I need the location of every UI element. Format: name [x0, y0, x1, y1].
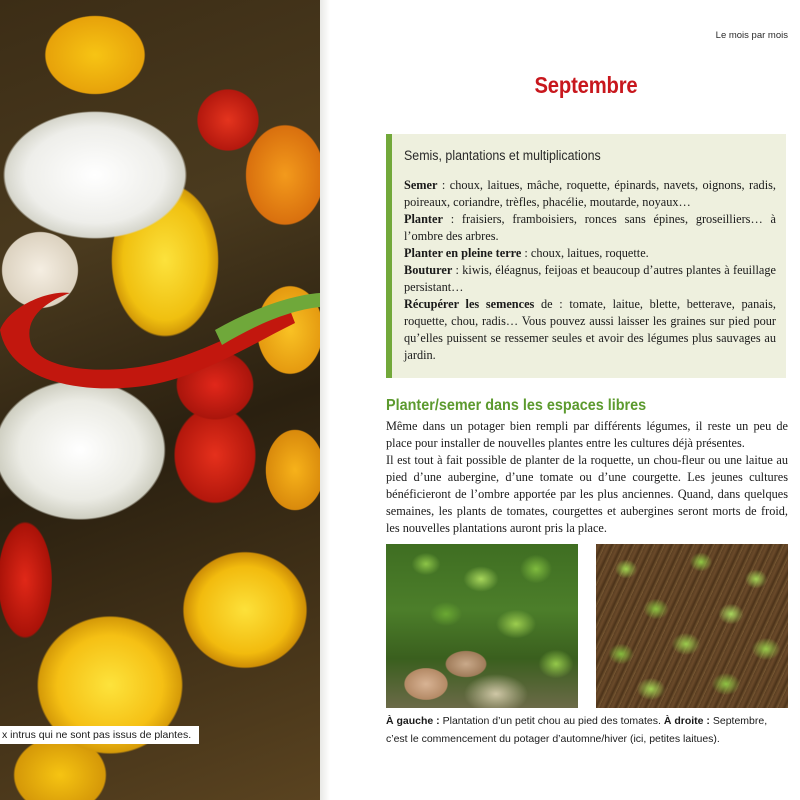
cabbage-planting-photo [386, 544, 578, 708]
page-title: Septembre [534, 72, 638, 98]
caption-right-label: À droite : [663, 715, 710, 727]
photo-caption [386, 712, 790, 748]
box-item-text: : kiwis, éléagnus, feijoas et beaucoup d’autres plantes à feuillage persistant… [404, 263, 776, 294]
box-item [404, 296, 776, 364]
box-item-text: : choux, laitues, mâche, roquette, épinards, navets, oignons, radis, poireaux, coriandre, trèfles, phacélie, moutarde, noyaux… [404, 178, 776, 209]
sowing-box [386, 134, 786, 378]
body-paragraph: Il est tout à fait possible de planter de la roquette, un chou-fleur ou une laitue au pied d’une aubergine, d’une tomate ou d’une courgette. Les jeunes cultures bénéficieront de l’ombre apportée par les plus anciennes. Quand, dans quelques semaines, les plants de tomates, courgettes et aubergines seront morts de froid, les nouvelles plantations auront pris la place. [386, 453, 788, 535]
box-item [404, 177, 776, 211]
page-spine [320, 0, 330, 800]
photo-caption-fragment: x intrus qui ne sont pas issus de plantes. [0, 726, 199, 744]
chili-pepper-illustration [0, 285, 320, 405]
vegetables-photo [0, 0, 320, 800]
box-item-term: Planter en pleine terre [404, 246, 522, 260]
running-head: Le mois par mois [715, 30, 788, 41]
box-item-text: : choux, laitues, roquette. [521, 246, 649, 260]
lettuce-seedlings-photo [596, 544, 788, 708]
box-item-term: Récupérer les semences [404, 297, 535, 311]
caption-right-text: Septembre, c’est le commencement du potager d’automne/hiver (ici, petites laitues). [386, 715, 768, 745]
section-body [386, 418, 788, 537]
caption-left-label: À gauche : [386, 715, 440, 727]
box-item-term: Bouturer [404, 263, 453, 277]
box-item-term: Semer [404, 178, 438, 192]
box-title: Semis, plantations et multiplications [404, 148, 601, 163]
box-item-text: de : tomate, laitue, blette, betterave, panais, roquette, chou, radis… Vous pouvez aussi laisser les graines sur pied pour qu’elles puissent se ressemer seules et avoir des légumes plus sauvages au jardin. [404, 297, 777, 362]
box-item [404, 245, 776, 262]
box-item [404, 211, 776, 245]
box-item [404, 262, 776, 296]
box-item-term: Planter [404, 212, 443, 226]
box-item-text: : fraisiers, framboisiers, ronces sans épines, groseilliers… à l’ombre des arbres. [404, 212, 776, 243]
section-heading: Planter/semer dans les espaces libres [386, 397, 647, 414]
body-paragraph: Même dans un potager bien rempli par différents légumes, il reste un peu de place pour installer de nouvelles plantes entre les cultures déjà présentes. [386, 419, 788, 450]
caption-left-text: Plantation d’un petit chou au pied des tomates. [439, 715, 664, 727]
